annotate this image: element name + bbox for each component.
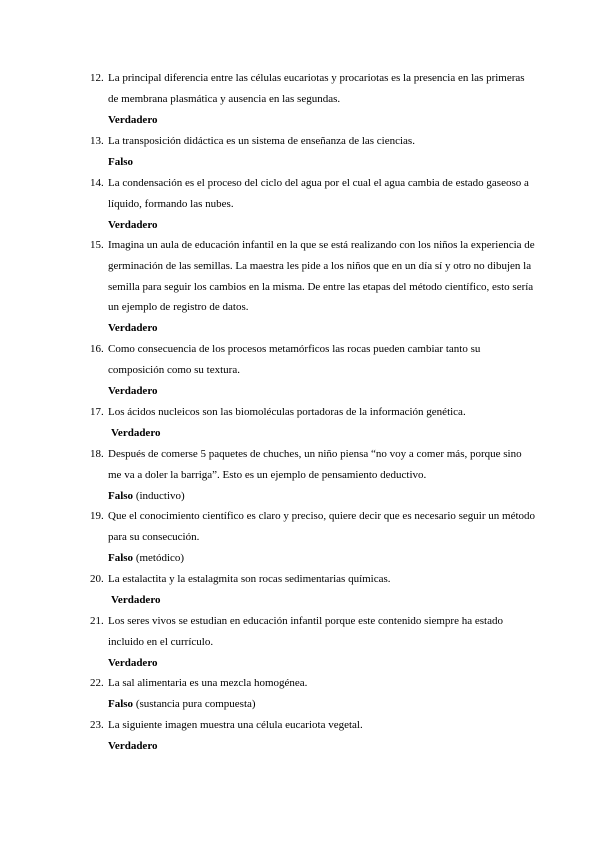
item-statement: Los ácidos nucleicos son las biomoléculas portadoras de la información genética. [108, 406, 466, 418]
answer-note: (inductivo) [133, 489, 185, 502]
answer-note: (metódico) [133, 551, 185, 564]
answer-verdict: Verdadero [108, 113, 158, 126]
item-statement: La condensación es el proceso del ciclo del agua por el cual el agua cambia de estado gaseoso a líquido, formando las nubes. [108, 177, 529, 210]
list-item [90, 131, 535, 173]
list-item [90, 715, 535, 757]
answer-verdict: Verdadero [111, 426, 161, 439]
list-item [90, 68, 535, 130]
item-statement: La transposición didáctica es un sistema de enseñanza de las ciencias. [108, 135, 415, 147]
answer-verdict: Verdadero [108, 322, 158, 335]
item-answer [108, 152, 535, 173]
item-statement: La siguiente imagen muestra una célula eucariota vegetal. [108, 719, 363, 731]
item-number: 13. [90, 135, 104, 147]
item-answer [108, 318, 535, 339]
item-answer [108, 548, 535, 569]
answer-verdict: Falso [108, 489, 134, 502]
item-statement: Después de comerse 5 paquetes de chuches, un niño piensa “no voy a comer más, porque sino me va a doler la barriga”. Esto es un ejemplo de pensamiento deductivo. [108, 448, 522, 481]
list-item [90, 235, 535, 339]
item-answer [108, 215, 535, 236]
item-statement: Que el conocimiento científico es claro y preciso, quiere decir que es necesario seguir un método para su consecución. [108, 510, 536, 543]
list-item [90, 569, 535, 611]
item-number: 21. [90, 615, 104, 627]
answer-verdict: Verdadero [108, 656, 158, 669]
item-number: 20. [90, 573, 104, 585]
item-number: 15. [90, 239, 104, 251]
list-item [90, 673, 535, 715]
item-answer [108, 486, 535, 507]
list-item [90, 506, 535, 568]
list-item [90, 339, 535, 401]
item-statement: La principal diferencia entre las células eucariotas y procariotas es la presencia en las primeras de membrana plasmática y ausencia en las segundas. [108, 72, 525, 105]
answer-verdict: Verdadero [108, 739, 158, 752]
item-answer [108, 736, 535, 757]
answer-verdict: Verdadero [111, 593, 161, 606]
list-item [90, 444, 535, 506]
list-item [90, 611, 535, 673]
item-answer [108, 694, 535, 715]
item-answer [111, 423, 535, 444]
item-statement: Los seres vivos se estudian en educación infantil porque este contenido siempre ha estado incluido en el currículo. [108, 615, 503, 648]
answer-note: (sustancia pura compuesta) [133, 697, 256, 710]
item-number: 12. [90, 72, 104, 84]
item-number: 22. [90, 677, 104, 689]
item-number: 18. [90, 448, 104, 460]
item-answer [108, 381, 535, 402]
item-number: 14. [90, 177, 104, 189]
answer-verdict: Verdadero [108, 384, 158, 397]
item-statement: La estalactita y la estalagmita son rocas sedimentarias químicas. [108, 573, 391, 585]
item-statement: La sal alimentaria es una mezcla homogénea. [108, 677, 308, 689]
item-answer [108, 653, 535, 674]
item-answer [111, 590, 535, 611]
answer-verdict: Verdadero [108, 218, 158, 231]
answer-verdict: Falso [108, 551, 134, 564]
answer-verdict: Falso [108, 155, 134, 168]
item-number: 23. [90, 719, 104, 731]
list-item [90, 402, 535, 444]
item-number: 17. [90, 406, 104, 418]
answer-verdict: Falso [108, 697, 134, 710]
item-answer [108, 110, 535, 131]
list-item [90, 173, 535, 235]
item-number: 16. [90, 343, 104, 355]
item-statement: Imagina un aula de educación infantil en la que se está realizando con los niños la experiencia de germinación de las semillas. La maestra les pide a los niños que en un día sí y otro no dibujen la semilla para seguir los cambios en la misma. De entre las etapas del método científico, esto sería un ejemplo de registro de datos. [108, 239, 535, 314]
item-number: 19. [90, 510, 104, 522]
item-statement: Como consecuencia de los procesos metamórficos las rocas pueden cambiar tanto su composición como su textura. [108, 343, 481, 376]
